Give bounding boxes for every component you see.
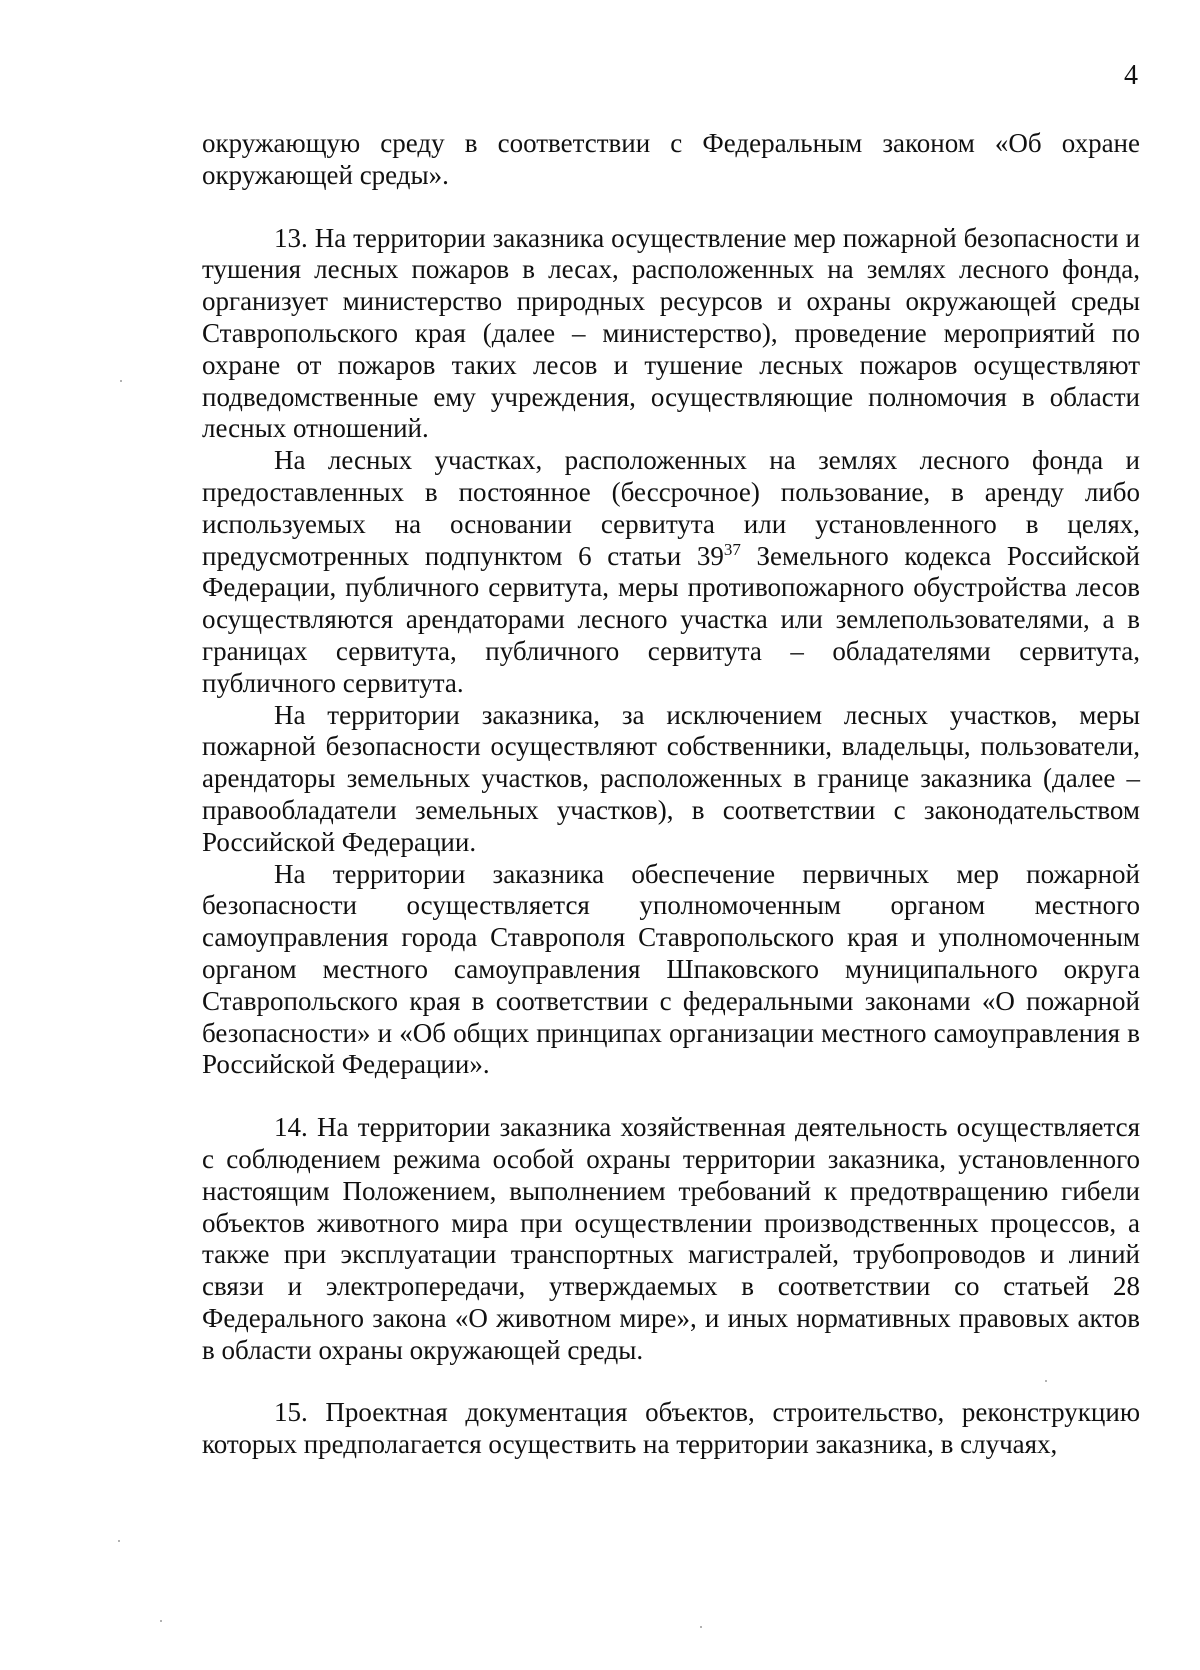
paragraph-primary-fire-measures: На территории заказника обеспечение первичных мер пожарной безопасности осуществляется уполномоченным органом местного самоуправления города Ставрополя Ставропольского края и уполномоченным органом местного самоуправления Шпаковского муниципального округа Ставропольского края в соответствии с федеральными законами «О пожарной безопасности» и «Об общих принципах организации местного самоуправления в Российской Федерации».: [202, 858, 1140, 1080]
scan-speck: [118, 1540, 120, 1542]
page-number: 4: [1124, 60, 1138, 91]
paragraph-forest-plots: [202, 445, 1140, 699]
document-body: [202, 128, 1140, 1461]
paragraph-item-15: 15. Проектная документация объектов, строительство, реконструкцию которых предполагается осуществить на территории заказника, в случаях,: [202, 1397, 1140, 1460]
scan-speck: [700, 1626, 702, 1628]
paragraph-item-13: 13. На территории заказника осуществление мер пожарной безопасности и тушения лесных пожаров в лесах, расположенных на землях лесного фонда, организует министерство природных ресурсов и охраны окружающей среды Ставропольского края (далее – министерство), проведение мероприятий по охране от пожаров таких лесов и тушение лесных пожаров осуществляют подведомственные ему учреждения, осуществляющие полномочия в области лесных отношений.: [202, 222, 1140, 444]
paragraph-forest-plots-text-after: Земельного кодекса Российской Федерации, публичного сервитута, меры противопожарного обустройства лесов осуществляются арендаторами лесного участка или землепользователями, а в границах сервитута, публичного сервитута – обладателями сервитута, публичного сервитута.: [202, 540, 1140, 698]
scan-speck: [160, 1620, 162, 1622]
paragraph-continuation: окружающую среду в соответствии с Федеральным законом «Об охране окружающей среды».: [202, 128, 1140, 190]
scan-speck: [120, 380, 122, 382]
paragraph-fire-safety-owners: На территории заказника, за исключением лесных участков, меры пожарной безопасности осуществляют собственники, владельцы, пользователи, арендаторы земельных участков, расположенных в границе заказника (далее – правообладатели земельных участков), в соответствии с законодательством Российской Федерации.: [202, 699, 1140, 857]
article-superscript: 37: [723, 539, 741, 559]
scan-speck: [1045, 1380, 1047, 1382]
paragraph-forest-plots-text-before: На лесных участках, расположенных на землях лесного фонда и предоставленных в постоянное (бессрочное) пользование, в аренду либо используемых на основании сервитута или установленного в целях, предусмотренных подпунктом 6 статьи 39: [202, 445, 1140, 571]
paragraph-item-14: 14. На территории заказника хозяйственная деятельность осуществляется с соблюдением режима особой охраны территории заказника, установленного настоящим Положением, выполнением требований к предотвращению гибели объектов животного мира при осуществлении производственных процессов, а также при эксплуатации транспортных магистралей, трубопроводов и линий связи и электропередачи, утверждаемых в соответствии со статьей 28 Федерального закона «О животном мире», и иных нормативных правовых актов в области охраны окружающей среды.: [202, 1112, 1140, 1365]
